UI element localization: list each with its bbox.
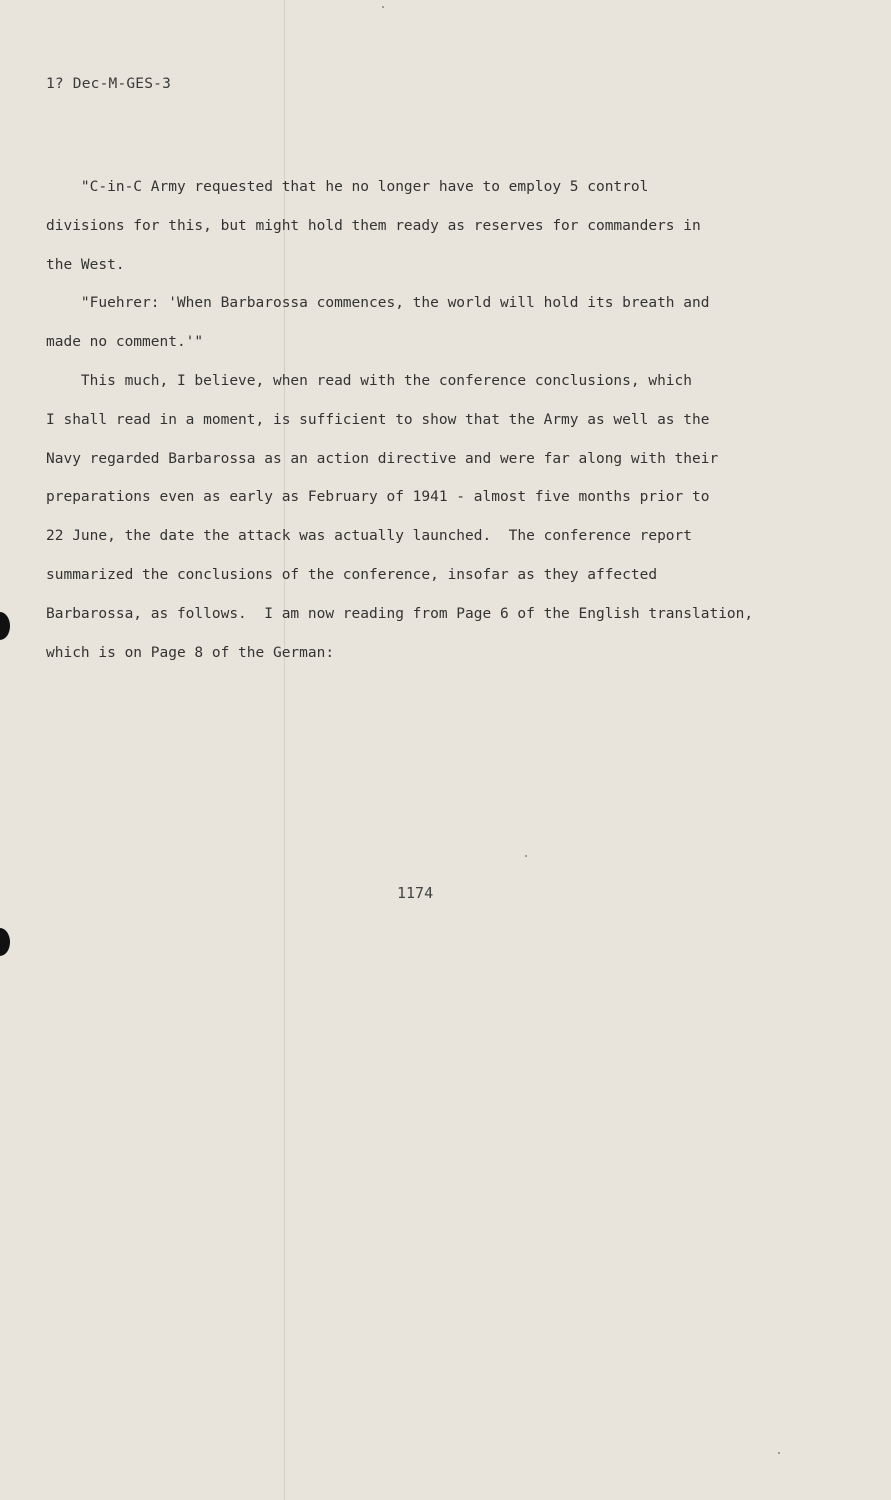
text-line: summarized the conclusions of the conference, insofar as they affected bbox=[46, 566, 658, 583]
text-line: divisions for this, but might hold them ready as reserves for commanders in bbox=[46, 217, 701, 234]
text-line: "Fuehrer: 'When Barbarossa commences, the world will hold its breath and bbox=[46, 295, 710, 312]
text-line: "C-in-C Army requested that he no longer have to employ 5 control bbox=[46, 179, 649, 195]
paper-speck bbox=[525, 855, 527, 857]
punch-hole-icon bbox=[0, 612, 10, 640]
transcript-body bbox=[46, 168, 836, 672]
text-line: preparations even as early as February of 1941 - almost five months prior to bbox=[46, 489, 710, 506]
paper-speck bbox=[382, 6, 384, 8]
text-line: I shall read in a moment, is sufficient to show that the Army as well as the bbox=[46, 411, 710, 428]
punch-hole-icon bbox=[0, 928, 10, 956]
text-line: Navy regarded Barbarossa as an action directive and were far along with their bbox=[46, 450, 719, 467]
document-code: 1? Dec-M-GES-3 bbox=[46, 76, 172, 92]
text-line: the West. bbox=[46, 256, 125, 273]
text-line: 22 June, the date the attack was actually launched. The conference report bbox=[46, 528, 693, 545]
page-number: 1174 bbox=[397, 884, 434, 902]
text-line: Barbarossa, as follows. I am now reading from Page 6 of the English translation, bbox=[46, 605, 754, 622]
paper-speck bbox=[778, 1452, 780, 1454]
text-line: This much, I believe, when read with the conference conclusions, which bbox=[46, 372, 693, 389]
text-line: which is on Page 8 of the German: bbox=[46, 644, 335, 661]
text-line: made no comment.'" bbox=[46, 334, 204, 351]
